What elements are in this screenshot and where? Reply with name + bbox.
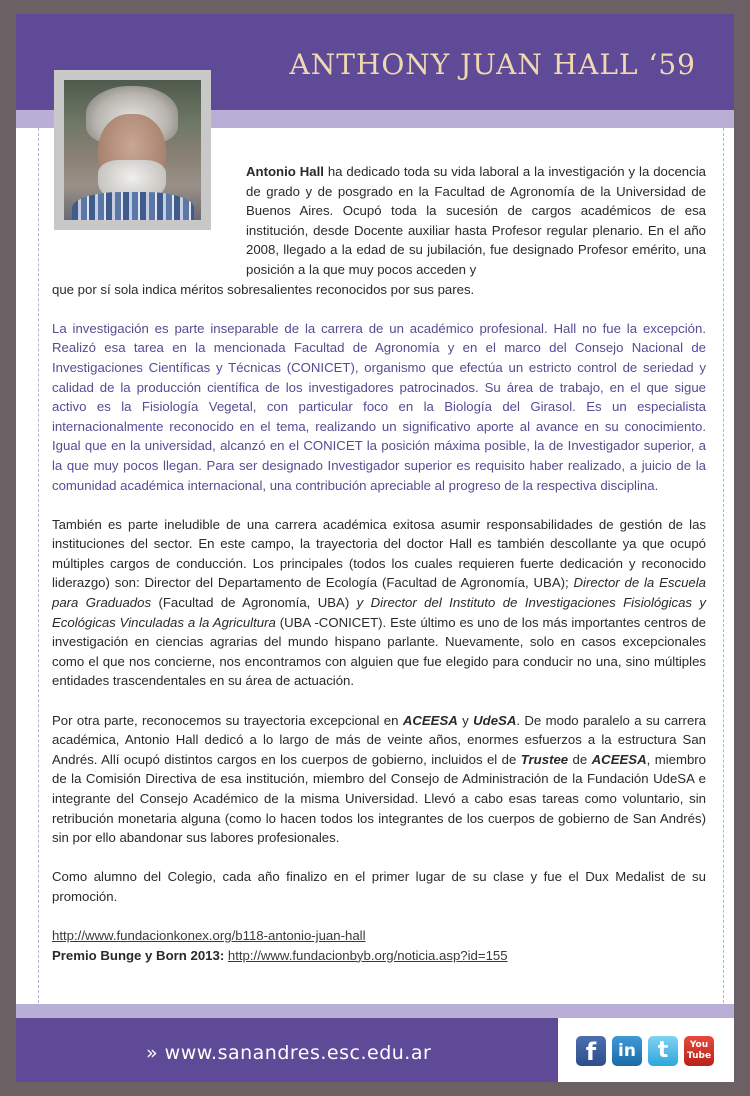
page-frame (16, 14, 734, 1082)
bunge-born-link[interactable]: http://www.fundacionbyb.org/noticia.asp?id=155 (227, 947, 508, 963)
website-link[interactable]: » www.sanandres.esc.edu.ar (146, 1042, 432, 1064)
management-text-a: También es parte ineludible de una carrera académica exitosa asumir responsabilidades de gestión de las instituciones del sector. En este campo, la trayectoria del doctor Hall es también descollante ya que ocupó múltiples cargos de conducción. Los principales (todos los cuales requieren fuerte dedicación y reconocido liderazgo) son: Director del Departamento de Ecología (Facultad de Agronomía, UBA); (52, 516, 706, 591)
social-icons (558, 1018, 734, 1082)
sanandres-text-b: . De modo paralelo a su carrera académica, Antonio Hall dedicó a lo largo de más de veinte años, enormes esfuerzos a la estructura San Andrés. Allí ocupó distintos cargos en los cuerpos de gobierno, incluidos el de (52, 712, 707, 767)
udesa-emphasis: UdeSA (473, 712, 517, 728)
dashed-border-right (723, 128, 724, 1008)
sanandres-text-a: Por otra parte, reconocemos su trayectoria excepcional en (52, 712, 403, 728)
page-title: ANTHONY JUAN HALL ‘59 (289, 48, 696, 81)
twitter-icon[interactable]: t (648, 1036, 678, 1066)
footer-strip (16, 1004, 734, 1018)
management-text-c: (UBA -CONICET). Este último es uno de los más importantes centros de investigación en ciencias agrarias del mundo hispano parlante. Nuevamente, solo en casos excepcionales como el que nos concierne, nos encontramos con alguien que fue elegido para conducir no una, sino múltiples entidades trascendentales en su área de actuación. (52, 614, 706, 689)
dashed-border-left (38, 128, 39, 1008)
award-label: Premio Bunge y Born 2013: (52, 947, 225, 963)
article-body (52, 162, 706, 965)
facebook-icon[interactable]: f (576, 1036, 606, 1066)
sanandres-conj: y (457, 712, 474, 728)
intro-paragraph (246, 162, 706, 280)
aceesa-emphasis-2: ACEESA (591, 751, 647, 767)
management-text-b: (Facultad de Agronomía, UBA) (151, 595, 350, 611)
intro-name: Antonio Hall (246, 164, 324, 179)
linkedin-icon[interactable]: in (612, 1036, 642, 1066)
footer-band (16, 1018, 558, 1082)
sanandres-paragraph (52, 711, 706, 848)
aceesa-emphasis: ACEESA (402, 712, 458, 728)
konex-link[interactable]: http://www.fundacionkonex.org/b118-antonio-juan-hall (52, 928, 366, 944)
management-paragraph (52, 515, 706, 691)
alumni-paragraph: Como alumno del Colegio, cada año finalizo en el primer lugar de su clase y fue el Dux Medalist de su promoción. (52, 869, 706, 904)
research-paragraph: La investigación es parte inseparable de la carrera de un académico profesional. Hall no fue la excepción. Realizó esa tarea en la mencionada Facultad de Agronomía y en el marco del Consejo Nacional de Investigaciones Científicas y Técnicas (CONICET), organismo que efectúa un estricto control de seriedad y calidad de la producción científica de los investigadores patrocinados. Su área de trabajo, en el que sigue activo es la Fisiología Vegetal, con particular foco en la Biología del Girasol. Es un especialista internacionalmente reconocido en el tema, realizando un significativo aporte al avance en su conocimiento. Igual que en la universidad, alcanzó en el CONICET la posición máxima posible, la de Investigador superior, a la que muy pocos llegan. Para ser designado Investigador superior es requisito haber realizado, a juicio de la comunidad académica internacional, una contribución apreciable al progreso de la respectiva disciplina. (52, 320, 706, 493)
sanandres-prep: de (568, 751, 592, 767)
trustee-emphasis: Trustee (520, 751, 569, 767)
management-italic-a: Director de la Escuela para Graduados (52, 575, 707, 611)
links-block (52, 926, 706, 965)
intro-paragraph-tail: que por sí sola indica méritos sobresalientes reconocidos por sus pares. (52, 281, 475, 297)
management-italic-b: y Director del Instituto de Investigaciones Fisiológicas y Ecológicas Vinculadas a la Agricultura (52, 595, 707, 630)
youtube-icon[interactable]: You Tube (684, 1036, 714, 1066)
intro-text: ha dedicado toda su vida laboral a la investigación y la docencia de grado y de posgrado en la Facultad de Agronomía de la Universidad de Buenos Aires. Ocupó toda la sucesión de cargos académicos de esa institución, desde Docente auxiliar hasta Profesor regular plenario. En el año 2008, llegado a la edad de su jubilación, fue designado Profesor emérito, una posición a la que muy pocos acceden y (246, 164, 706, 277)
sanandres-text-c: , miembro de la Comisión Directiva de esa institución, miembro del Consejo de Administración de la Fundación UdeSA e integrante del Consejo Académico de la misma Universidad. Llevó a cabo esas tareas como voluntario, sin retribución monetaria alguna (como lo hacen todos los integrantes de los cuerpos de gobierno de San Andrés) sin por ello abandonar sus labores profesionales. (52, 751, 707, 846)
